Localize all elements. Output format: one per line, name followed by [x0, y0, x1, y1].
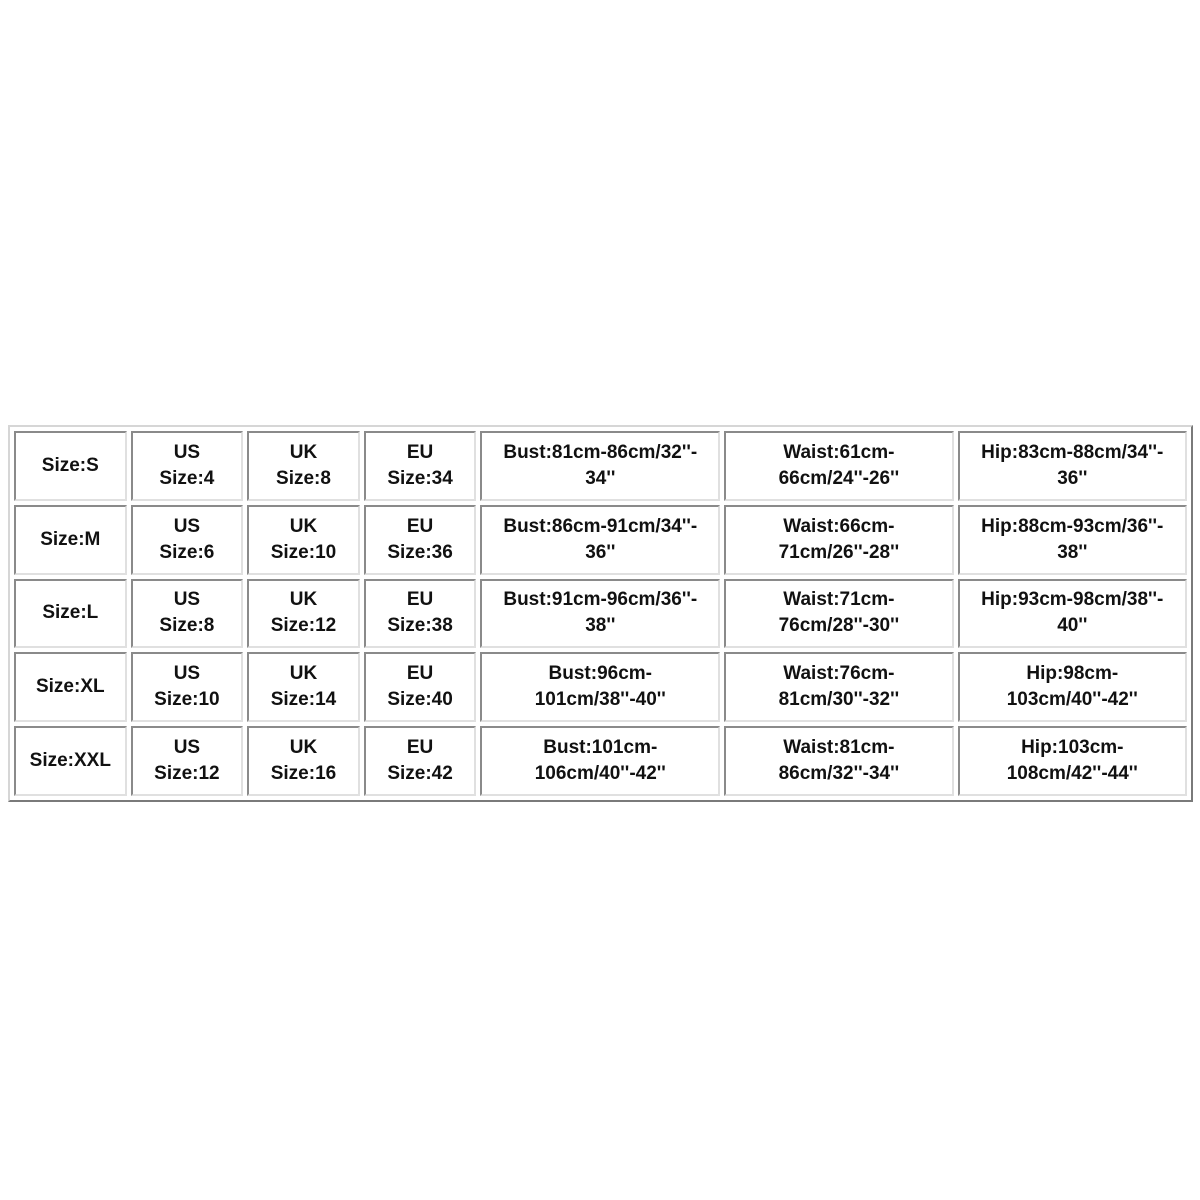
- uk-size-cell: [247, 431, 360, 501]
- hip-cell: [958, 652, 1187, 722]
- waist-line-2: 81cm/30''-32'': [778, 689, 900, 711]
- table-row: [14, 505, 1187, 575]
- hip-cell: [958, 579, 1187, 649]
- eu-size-cell: [364, 652, 477, 722]
- hip-line-1: Hip:83cm-88cm/34''-: [981, 441, 1164, 463]
- table-row: [14, 652, 1187, 722]
- table-row: [14, 726, 1187, 796]
- uk-size-cell: [247, 652, 360, 722]
- us-size-value: Size:12: [154, 763, 220, 785]
- eu-label: EU: [406, 663, 434, 685]
- eu-size-cell: [364, 431, 477, 501]
- us-size-cell: [131, 431, 244, 501]
- uk-size-value: Size:10: [270, 541, 337, 563]
- size-label: Size:S: [41, 454, 99, 476]
- uk-size-cell: [247, 505, 360, 575]
- size-label: Size:XXL: [29, 750, 111, 772]
- eu-label: EU: [406, 441, 434, 463]
- us-size-value: Size:10: [154, 689, 220, 711]
- us-label: US: [173, 737, 201, 759]
- bust-cell: [480, 652, 720, 722]
- hip-line-2: 108cm/42''-44'': [1006, 763, 1138, 785]
- bust-cell: [480, 505, 720, 575]
- uk-label: UK: [289, 737, 318, 759]
- uk-size-value: Size:14: [270, 689, 337, 711]
- waist-line-2: 66cm/24''-26'': [778, 467, 900, 489]
- uk-label: UK: [289, 515, 318, 537]
- us-label: US: [173, 515, 201, 537]
- eu-size-value: Size:38: [387, 615, 453, 637]
- size-label: Size:L: [42, 602, 99, 624]
- waist-line-1: Waist:61cm-: [783, 441, 895, 463]
- bust-line-1: Bust:101cm-: [543, 737, 658, 759]
- eu-size-cell: [364, 505, 477, 575]
- hip-cell: [958, 431, 1187, 501]
- waist-line-1: Waist:81cm-: [783, 737, 895, 759]
- bust-line-2: 101cm/38''-40'': [534, 689, 666, 711]
- waist-line-2: 71cm/26''-28'': [778, 541, 900, 563]
- eu-size-value: Size:34: [387, 467, 453, 489]
- waist-line-1: Waist:71cm-: [783, 589, 895, 611]
- uk-size-cell: [247, 726, 360, 796]
- waist-line-1: Waist:76cm-: [783, 663, 895, 685]
- bust-line-1: Bust:96cm-: [548, 663, 653, 685]
- uk-size-value: Size:8: [276, 467, 331, 489]
- hip-line-1: Hip:98cm-: [1026, 663, 1119, 685]
- hip-cell: [958, 726, 1187, 796]
- bust-line-2: 36'': [585, 541, 616, 563]
- eu-label: EU: [406, 589, 434, 611]
- hip-line-1: Hip:103cm-: [1021, 737, 1124, 759]
- eu-label: EU: [406, 515, 434, 537]
- table-row: [14, 431, 1187, 501]
- us-size-cell: [131, 505, 244, 575]
- eu-size-value: Size:40: [387, 689, 453, 711]
- uk-label: UK: [289, 589, 318, 611]
- bust-cell: [480, 431, 720, 501]
- bust-line-1: Bust:81cm-86cm/32''-: [503, 441, 698, 463]
- size-cell: [14, 505, 127, 575]
- hip-line-2: 36'': [1057, 467, 1088, 489]
- eu-size-value: Size:36: [387, 541, 453, 563]
- bust-line-2: 38'': [585, 615, 616, 637]
- bust-line-2: 34'': [585, 467, 616, 489]
- bust-cell: [480, 726, 720, 796]
- bust-line-1: Bust:86cm-91cm/34''-: [503, 515, 698, 537]
- waist-cell: [724, 726, 953, 796]
- eu-size-cell: [364, 726, 477, 796]
- uk-size-value: Size:16: [270, 763, 337, 785]
- waist-line-2: 86cm/32''-34'': [778, 763, 900, 785]
- bust-cell: [480, 579, 720, 649]
- size-cell: [14, 652, 127, 722]
- uk-size-value: Size:12: [270, 615, 337, 637]
- waist-line-2: 76cm/28''-30'': [778, 615, 900, 637]
- uk-label: UK: [289, 441, 318, 463]
- size-cell: [14, 726, 127, 796]
- us-size-cell: [131, 726, 244, 796]
- table-row: [14, 579, 1187, 649]
- eu-size-cell: [364, 579, 477, 649]
- hip-cell: [958, 505, 1187, 575]
- us-label: US: [173, 441, 201, 463]
- size-chart-table: [8, 425, 1193, 802]
- hip-line-1: Hip:88cm-93cm/36''-: [981, 515, 1164, 537]
- bust-line-1: Bust:91cm-96cm/36''-: [503, 589, 698, 611]
- waist-cell: [724, 579, 953, 649]
- waist-cell: [724, 652, 953, 722]
- eu-size-value: Size:42: [387, 763, 453, 785]
- us-label: US: [173, 589, 201, 611]
- waist-line-1: Waist:66cm-: [783, 515, 895, 537]
- bust-line-2: 106cm/40''-42'': [534, 763, 666, 785]
- waist-cell: [724, 431, 953, 501]
- waist-cell: [724, 505, 953, 575]
- us-size-value: Size:4: [159, 467, 215, 489]
- uk-label: UK: [289, 663, 318, 685]
- size-cell: [14, 431, 127, 501]
- eu-label: EU: [406, 737, 434, 759]
- size-label: Size:XL: [35, 676, 105, 698]
- uk-size-cell: [247, 579, 360, 649]
- hip-line-2: 40'': [1057, 615, 1088, 637]
- size-label: Size:M: [40, 528, 101, 550]
- us-label: US: [173, 663, 201, 685]
- us-size-value: Size:8: [159, 615, 215, 637]
- us-size-value: Size:6: [159, 541, 215, 563]
- hip-line-2: 38'': [1057, 541, 1088, 563]
- hip-line-2: 103cm/40''-42'': [1006, 689, 1138, 711]
- us-size-cell: [131, 579, 244, 649]
- size-cell: [14, 579, 127, 649]
- hip-line-1: Hip:93cm-98cm/38''-: [981, 589, 1164, 611]
- us-size-cell: [131, 652, 244, 722]
